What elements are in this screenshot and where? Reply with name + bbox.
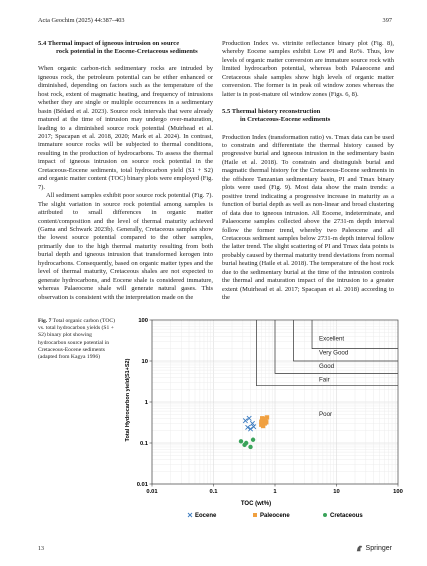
x-tick-label: 1: [273, 489, 277, 495]
x-tick-label: 10: [333, 489, 340, 495]
section-title-5-4: [38, 40, 213, 56]
paleocene-point: [265, 415, 269, 419]
paragraph: All sediment samples exhibit poor source rock potential (Fig. 7). The slight variation in source rock potential among samples is attributed to small differences in organic matter content/composition and the level of thermal maturity achieved (Gama and Schwark 2023b). Generally, Cretaceous samples show the lowest source potential compared to the other samples, primarily due to the high thermal maturity resulting from both burial depth and igneous intrusion that transformed kerogen into hydrocarbons. Consequently, based on organic matter types and the level of thermal maturity, Cretaceous shales are not expected to generate hydrocarbons, and Eocene shale is considered immature, whereas Palaeocene shale will generate natural gases. This observation is consistent with the interpretation made on the: [38, 192, 213, 301]
section-title-line2: rock potential in the Eocene-Cretaceous sediments: [56, 48, 198, 56]
figure-caption-text: Total organic carbon (TOC) vs. total hydrocarbon yields (S1 + S2) binary plot showing hydrocarbon source potential in Cretaceous-Eocene sediments (adapted from Kagya 1996): [38, 318, 115, 361]
chart-legend: [188, 513, 363, 519]
section-title-line1: 5.5 Thermal history reconstruction: [222, 108, 321, 116]
publisher-name: Springer: [365, 545, 392, 552]
zone-label: Fair: [319, 376, 330, 384]
running-header: Acta Geochim (2025) 44:387–403: [38, 17, 125, 24]
section-title-line1: 5.4 Thermal impact of igneous intrusion on source: [38, 40, 180, 47]
eocene-point: [243, 418, 247, 422]
figure-label: Fig. 7: [38, 318, 52, 324]
page-number: 397: [382, 17, 392, 24]
y-tick-label: 1: [144, 400, 148, 406]
left-column: [38, 40, 213, 302]
x-tick-label: 0.1: [209, 489, 218, 495]
zone-label: Very Good: [319, 349, 349, 357]
chart-ticks: [137, 318, 403, 495]
springer-horse-icon: [355, 544, 364, 553]
x-tick-label: 0.01: [146, 489, 158, 495]
paragraph: When organic carbon-rich sedimentary rocks are intruded by igneous rock, the petroleum potential can be either enhanced or diminished, depending on factors such as the temperature of the host rock, extent of magmatic heating, and frequency of intrusions whether they are single or multiple occurrences in a sedimentary basin (Bédard et al. 2023). Source rock intervals that were already matured at the time of intrusion may undergo over-maturation, leading to a diminished source rock potential (Muirhead et al. 2017; Spacapan et al. 2018, 2020; Mark et al. 2024). In contrast, immature source rocks will be subjected to thermal conditions, resulting in the production of hydrocarbons. To assess the thermal impact of igneous intrusion on source rock potential in the Cretaceous-Eocene sediments, total hydrocarbon yield (S1 + S2) and organic matter content (TOC) binary plots were employed (Fig. 7).: [38, 65, 213, 191]
zone-label: Good: [319, 362, 335, 370]
toc-vs-hydrocarbon-chart: [120, 312, 410, 522]
zone-label: Excellent: [319, 335, 345, 343]
chart-marks: [239, 415, 269, 449]
legend-label-cretaceous: Cretaceous: [330, 513, 363, 519]
legend-marker-cretaceous: [323, 513, 327, 517]
zone-label: Poor: [319, 411, 333, 419]
x-axis-label: TOC (wt%): [240, 501, 272, 507]
y-axis-label: Total Hydrocarbon yield(S1+S2): [125, 358, 131, 442]
publisher-logo: [355, 544, 392, 553]
cretaceous-point: [251, 438, 255, 442]
x-tick-label: 100: [393, 489, 403, 495]
figure-caption: [38, 318, 118, 361]
journal-number: 13: [38, 546, 44, 552]
y-tick-label: 0.01: [136, 482, 148, 488]
paragraph: Production Index vs. vitrinite reflectance binary plot (Fig. 8), whereby Eocene samples exhibit Low PI and Ro%. Thus, low levels of organic matter conversion are immature source rock with limited hydrocarbon potential, whereas both Palaeocene and Cretaceous shale samples show high levels of organic matter conversion. The former is in peak oil window zones whereas the latter is in post-mature oil window zones (Figs. 6, 8).: [222, 40, 394, 98]
paragraph: Production Index (transformation ratio) vs. Tmax data can be used to constrain and differentiate the thermal history caused by progressive burial and igneous intrusion in the sedimentary basin (Haile et al. 2018). To constrain and distinguish burial and magmatic thermal history for the Cretaceous-Eocene sediments in the offshore Tanzanian sedimentary basin, PI and Tmax binary plots were used (Fig. 9). Most data show the main trends: a positive trend indicating a progressive increase in maturity as a function of burial depth as well as non-linear and broad clustering of data due to igneous intrusion. All Eocene, indeterminate, and Palaeocene samples collected above the 2731-m depth interval follow the former trend, whereby two Paleocene and all Cretaceous sediment samples below 2731-m depth interval follow the latter trend. The slight scattering of PI and Tmax data points is probably caused by thermal maturity trend deviations from normal burial heating (Haile et al. 2018). The temperature of the host rock due to the sedimentary burial at the time of the intrusion controls the thermal and maturation impact of the intrusion to a greater extent (Muirhead et al. 2017; Spacapan et al. 2018) according to the: [222, 133, 394, 302]
legend-marker-paleocene: [253, 513, 257, 517]
paleocene-point: [259, 420, 263, 424]
legend-label-eocene: Eocene: [195, 513, 217, 519]
cretaceous-point: [248, 445, 252, 449]
chart-zones: [256, 320, 398, 418]
legend-label-paleocene: Paleocene: [260, 513, 290, 519]
y-tick-label: 100: [138, 318, 148, 324]
legend-marker-eocene: [188, 513, 192, 517]
section-title-5-5: [222, 108, 394, 124]
y-tick-label: 0.1: [139, 441, 148, 447]
right-column: [222, 40, 394, 303]
cretaceous-point: [239, 439, 243, 443]
section-title-line2: in Cretaceous-Eocene sediments: [240, 116, 331, 124]
y-tick-label: 10: [141, 359, 148, 365]
cretaceous-point: [242, 443, 246, 447]
